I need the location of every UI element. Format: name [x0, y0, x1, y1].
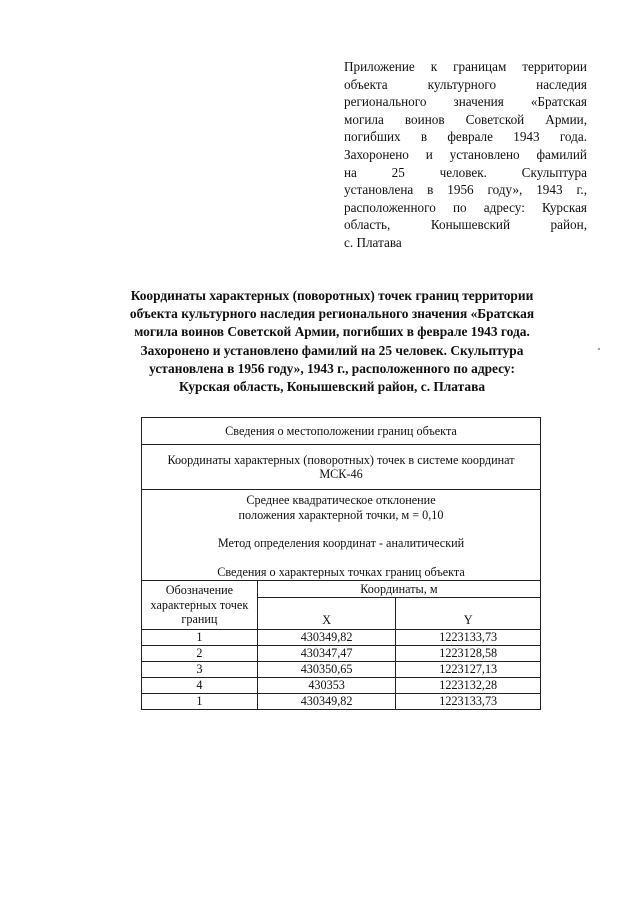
- title-line: могила воинов Советской Армии, погибших в феврале 1943 года.: [134, 324, 530, 340]
- appendix-line: область, Конышевский район,: [344, 217, 587, 233]
- title-line: установлена в 1956 году», 1943 г., расположенного по адресу:: [149, 360, 515, 376]
- coordinates-header: Координаты, м: [257, 581, 540, 598]
- appendix-line: на 25 человек. Скульптура: [344, 164, 587, 180]
- appendix-line: Захоронено и установлено фамилий: [344, 146, 587, 162]
- coord-system-name: МСК-46: [319, 467, 363, 481]
- coord-system-row: [142, 445, 541, 490]
- method-text: Метод определения координат - аналитический: [217, 536, 465, 550]
- table-row: [142, 645, 541, 661]
- accuracy-row: [142, 490, 541, 581]
- x-cell: 430349,82: [257, 629, 396, 645]
- accuracy-text: [142, 490, 540, 522]
- accuracy-line: Среднее квадратическое отклонение: [246, 493, 436, 507]
- table-row: [142, 629, 541, 645]
- designation-header-line: Обозначение: [165, 583, 234, 597]
- y-cell: 1223127,13: [396, 661, 541, 677]
- appendix-line: регионального значения «Братская: [344, 94, 587, 110]
- accuracy-value: положения характерной точки, м = 0,10: [238, 507, 444, 522]
- point-cell: 2: [142, 645, 258, 661]
- appendix-line: погибших в феврале 1943 года.: [344, 129, 587, 145]
- header-row: [142, 581, 541, 598]
- designation-header: [142, 581, 258, 630]
- point-cell: 1: [142, 693, 258, 709]
- scan-speck: [598, 348, 600, 350]
- appendix-line: расположенного по адресу: Курская: [344, 199, 587, 215]
- point-cell: 4: [142, 677, 258, 693]
- title-line: Курская область, Конышевский район, с. Платава: [178, 379, 486, 395]
- point-cell: 3: [142, 661, 258, 677]
- appendix-note: [344, 58, 587, 252]
- y-cell: 1223132,28: [396, 677, 541, 693]
- table-row: [142, 693, 541, 709]
- appendix-line: объекта культурного наследия: [344, 76, 587, 92]
- x-cell: 430353: [257, 677, 396, 693]
- y-header: Y: [396, 597, 541, 629]
- appendix-line: могила воинов Советской Армии,: [344, 111, 587, 127]
- point-cell: 1: [142, 629, 258, 645]
- appendix-line: Приложение к границам территории: [344, 59, 587, 74]
- coord-system-cell: [142, 445, 541, 490]
- appendix-line: с. Платава: [344, 234, 402, 250]
- x-cell: 430349,82: [257, 693, 396, 709]
- coordinates-table: [141, 417, 541, 710]
- title-line: объекта культурного наследия регионального значения «Братская: [129, 306, 535, 322]
- coord-system-line: Координаты характерных (поворотных) точек в системе координат: [167, 452, 515, 467]
- designation-header-line: границ: [181, 612, 218, 626]
- title-line: Захоронено и установлено фамилий на 25 человек. Скульптура: [140, 342, 524, 358]
- y-cell: 1223133,73: [396, 629, 541, 645]
- x-header: X: [257, 597, 396, 629]
- title-line: Координаты характерных (поворотных) точек границ территории: [130, 288, 534, 303]
- document-title: [96, 287, 568, 396]
- y-cell: 1223133,73: [396, 693, 541, 709]
- designation-header-line: характерных точек: [150, 597, 249, 612]
- y-cell: 1223128,58: [396, 645, 541, 661]
- table-row: [142, 677, 541, 693]
- accuracy-cell: [142, 490, 541, 581]
- appendix-line: установлена в 1956 году», 1943 г.,: [344, 182, 587, 198]
- points-title: Сведения о характерных точках границ объекта: [217, 564, 465, 579]
- x-cell: 430350,65: [257, 661, 396, 677]
- table-row: [142, 661, 541, 677]
- location-info-cell: Сведения о местоположении границ объекта: [142, 418, 541, 445]
- x-cell: 430347,47: [257, 645, 396, 661]
- location-info-row: [142, 418, 541, 445]
- coord-system-text: [142, 449, 540, 486]
